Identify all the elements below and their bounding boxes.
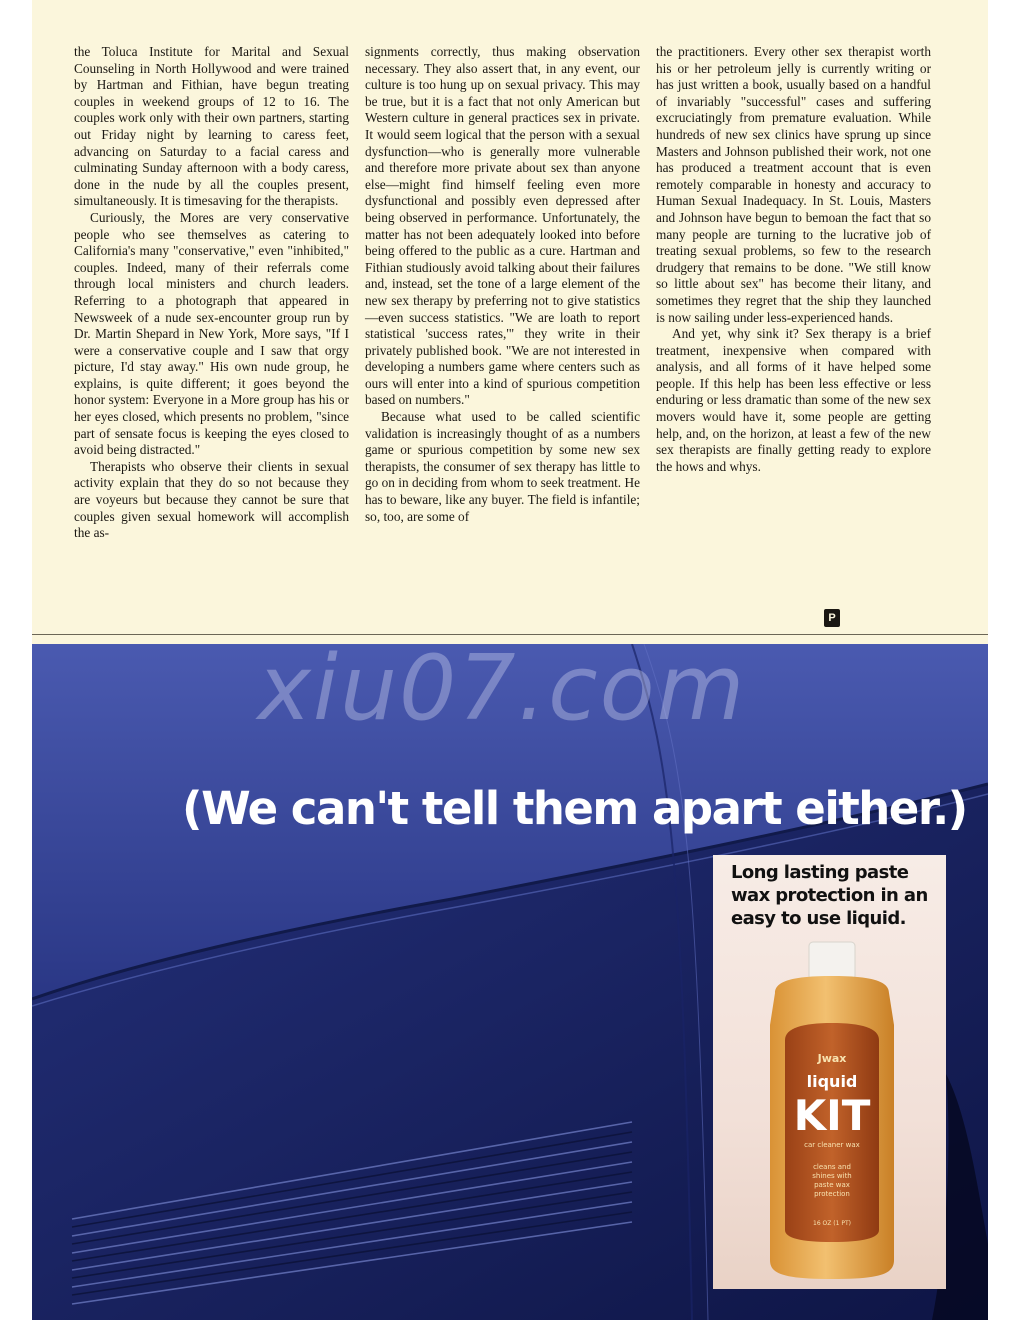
product-inset: [713, 855, 946, 1289]
bottle-claim-line: shines with: [812, 1172, 852, 1180]
bottle-claim-line: paste wax: [814, 1181, 850, 1189]
article-column-2: [365, 44, 640, 630]
end-of-article-mark-icon: P: [824, 609, 840, 627]
paragraph: the Toluca Institute for Marital and Sexual Counseling in North Hollywood and were trained by Hartman and Fithian, have begun treating couples in weekend groups of 12 to 16. The couples work only with their own partners, starting out Friday night by learning to caress feet, advancing on Saturday to a facial caress and culminating Sunday afternoon with a body caress, done in the nude by all the couples present, simultaneously. It is timesaving for the therapists.: [74, 44, 349, 209]
ad-headline: (We can't tell them apart either.): [182, 782, 967, 835]
magazine-page: [32, 0, 988, 1320]
bottle-line1: liquid: [806, 1072, 858, 1091]
bottle-brand: Jwax: [817, 1052, 847, 1065]
paragraph: Because what used to be called scientific validation is increasingly thought of as a numbers game or spurious competition by some new sex therapists, the consumer of sex therapy has little to go on in deciding from whom to seek treatment. He has to beware, like any buyer. The field is infantile; so, too, are some of: [365, 409, 640, 524]
bottle-claim-line: protection: [814, 1190, 850, 1198]
article-body: [74, 44, 954, 630]
advertisement: [32, 644, 988, 1320]
divider: [32, 634, 988, 635]
paragraph: the practitioners. Every other sex therapist worth his or her petroleum jelly is currently writing or has just written a book, usually based on a handful of invariably "successful" cases and suffering excruciatingly from premature evaluation. While hundreds of new sex clinics have sprung up since Masters and Johnson published their work, not one has produced a treatment account that is even remotely comparable in honesty and accuracy to Human Sexual Inadequacy. In St. Louis, Masters and Johnson have begun to bemoan the fact that so many people are turning to the lucrative job of treating sexual problems, so few to the research drudgery that remains to be done. "We still know so little about sex" has become their litany, and sometimes they regret that the ship they launched is now sailing under less-experienced hands.: [656, 44, 931, 325]
product-bottle: [713, 855, 946, 1289]
paragraph: And yet, why sink it? Sex therapy is a brief treatment, inexpensive when compared with analysis, and all forms of it have helped some people. If this help has been less effective or less enduring or less dramatic than some of the new sex movers would have it, some people are getting help, and, on the horizon, at least a few of the new sex therapists are finally getting ready to explore the hows and whys.: [656, 326, 931, 474]
paragraph: Therapists who observe their clients in sexual activity explain that they do so not because they are voyeurs but because they cannot be sure that couples given sexual homework will accomplish the as-: [74, 458, 349, 541]
article-column-1: [74, 44, 349, 630]
bottle-descriptor: car cleaner wax: [804, 1141, 860, 1149]
bottle-claim-line: cleans and: [813, 1163, 851, 1171]
paragraph: Curiously, the Mores are very conservative people who see themselves as catering to California's many "conservative," even "inhibited," couples. Indeed, many of their referrals come through local ministers and church leaders. Referring to a photograph that appeared in Newsweek of a nude sex-encounter group run by Dr. Martin Shepard in New York, More says, "If I were a conservative couple and I saw that orgy picture, I'd stay away." His own nude group, he explains, is quite different; it goes beyond the honor system: Everyone in a More group has his or her eyes closed, which presents no problem, "since part of sensate focus is keeping the eyes closed to avoid being distracted.": [74, 209, 349, 458]
watermark: xiu07.com: [257, 644, 747, 741]
bottle-size: 16 OZ (1 PT): [813, 1220, 851, 1227]
paragraph: signments correctly, thus making observation necessary. They also assert that, in any event, our culture is too hung up on sexual privacy. This may be true, but it is a fact that not only American but Western culture in general practices sex in private. It would seem logical that the person with a sexual dysfunction—who is generally more vulnerable and therefore more private about sex than anyone else—might find himself feeling even more dysfunctional and possibly even depressed after being observed in performance. Unfortunately, the matter has not been adequately looked into before being offered to the public as a cure. Hartman and Fithian studiously avoid talking about their failures and, instead, set the tone of a large element of the new sex therapy by preferring not to give statistics—even success statistics. "We are loath to report statistical 'success rates,'" they write in their privately published book. "We are not interested in developing a numbers game where centers such as ours will enter into a kind of spurious competition based on numbers.": [365, 44, 640, 408]
article-column-3: [656, 44, 931, 630]
bottle-product-name: KIT: [793, 1091, 871, 1140]
product-tagline: Long lasting paste wax protection in an easy to use liquid.: [731, 862, 928, 929]
